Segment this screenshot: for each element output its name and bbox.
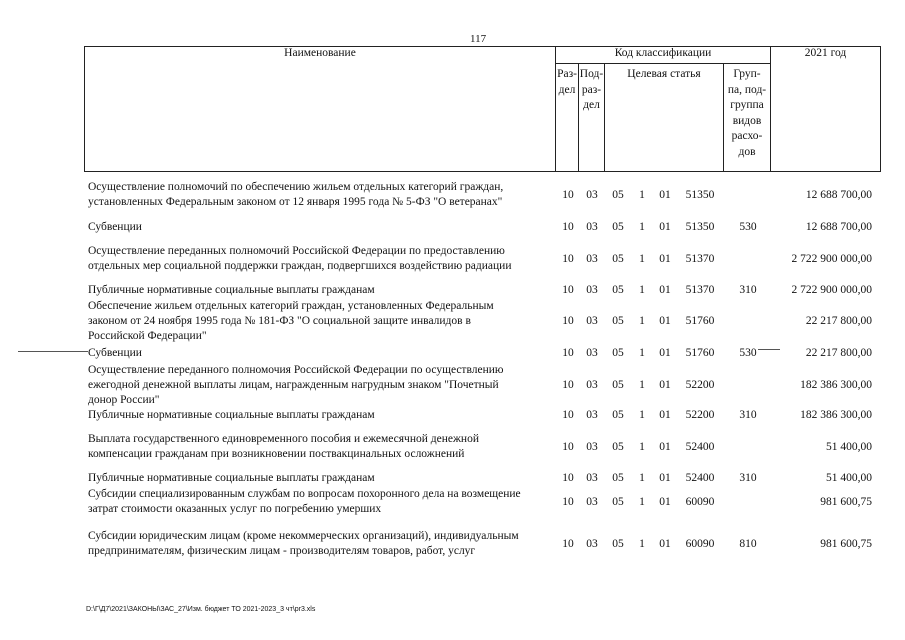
row-amount: 2 722 900 000,00 <box>791 252 872 265</box>
row-name <box>88 363 558 408</box>
row-name-line: отдельных мер социальной поддержки граждан, подвергшихся воздействию радиации <box>88 260 512 272</box>
row-name <box>88 432 558 462</box>
row-code-p: 03 <box>586 379 598 391</box>
row-code-t3: 01 <box>659 379 671 391</box>
row-code-t2: 1 <box>639 537 645 550</box>
row-name-line: донор России" <box>88 394 160 406</box>
row-code-t4: 51370 <box>685 252 715 265</box>
row-amount: 12 688 700,00 <box>805 188 872 201</box>
row-code-t1: 05 <box>612 221 624 233</box>
row-code-t3: 01 <box>659 495 671 508</box>
row-code-t3: 01 <box>659 221 671 233</box>
row-name-line: Выплата государственного единовременного пособия и ежемесячной денежной <box>88 433 479 445</box>
row-code-g: 310 <box>739 472 757 484</box>
row-code-t2: 1 <box>639 252 645 265</box>
header-podrazdel: Под- раз- дел <box>579 64 605 172</box>
row-code-t2: 1 <box>639 440 645 453</box>
row-code-t2: 1 <box>639 409 645 421</box>
row-code-g: 310 <box>739 284 757 296</box>
header-group: Груп- па, под- группа видов расхо- дов <box>724 64 771 172</box>
row-code-r: 10 <box>562 537 574 550</box>
header-razdel: Раз- дел <box>556 64 579 172</box>
row-code-p: 03 <box>586 315 598 327</box>
row-name-line: затрат стоимости оказанных услуг по погребению умерших <box>88 503 382 515</box>
row-code-t2: 1 <box>639 347 645 359</box>
row-code-t4: 52400 <box>685 472 715 484</box>
row-code-r: 10 <box>562 440 574 453</box>
row-code-t4: 51760 <box>685 347 715 359</box>
row-code-g: 310 <box>739 409 757 421</box>
row-code-t2: 1 <box>639 284 645 296</box>
page-number: 117 <box>470 33 487 45</box>
row-code-t4: 52200 <box>685 379 715 391</box>
row-code-t1: 05 <box>612 347 624 359</box>
row-code-t1: 05 <box>612 409 624 421</box>
row-code-t4: 52400 <box>685 440 715 453</box>
row-code-t3: 01 <box>659 472 671 484</box>
row-code-r: 10 <box>562 188 574 201</box>
row-code-t2: 1 <box>639 315 645 327</box>
row-code-g: 530 <box>739 347 757 359</box>
row-code-p: 03 <box>586 440 598 453</box>
scan-artifact-line <box>18 351 88 352</box>
row-amount: 51 400,00 <box>826 440 872 453</box>
row-code-p: 03 <box>586 472 598 484</box>
row-code-t1: 05 <box>612 252 624 265</box>
row-code-t4: 52200 <box>685 409 715 421</box>
header-name: Наименование <box>85 47 556 172</box>
scan-artifact-line <box>758 349 780 350</box>
row-code-r: 10 <box>562 315 574 327</box>
row-code-p: 03 <box>586 284 598 296</box>
row-code-r: 10 <box>562 495 574 508</box>
row-amount: 22 217 800,00 <box>805 315 872 327</box>
row-code-t1: 05 <box>612 284 624 296</box>
row-code-t3: 01 <box>659 409 671 421</box>
row-code-t3: 01 <box>659 188 671 201</box>
row-code-t4: 51350 <box>685 188 715 201</box>
row-name-line: Субвенции <box>88 347 142 359</box>
row-code-t3: 01 <box>659 284 671 296</box>
row-name <box>88 471 558 486</box>
row-code-p: 03 <box>586 537 598 550</box>
row-name-line: Субвенции <box>88 221 142 233</box>
row-name <box>88 180 558 210</box>
row-code-t4: 60090 <box>685 495 715 508</box>
row-name-line: законом от 24 ноября 1995 года № 181-ФЗ "О социальной защите инвалидов в <box>88 315 471 327</box>
row-code-r: 10 <box>562 379 574 391</box>
row-amount: 981 600,75 <box>820 495 872 508</box>
row-name <box>88 220 558 235</box>
row-code-p: 03 <box>586 221 598 233</box>
row-name-line: ежегодной денежной выплаты лицам, награжденным нагрудным знаком "Почетный <box>88 379 499 391</box>
row-name-line: Публичные нормативные социальные выплаты гражданам <box>88 284 375 296</box>
row-code-t3: 01 <box>659 315 671 327</box>
row-amount: 22 217 800,00 <box>805 347 872 359</box>
row-code-r: 10 <box>562 347 574 359</box>
row-name-line: предпринимателям, физическим лицам - производителям товаров, работ, услуг <box>88 545 476 557</box>
row-code-t2: 1 <box>639 379 645 391</box>
row-code-t3: 01 <box>659 347 671 359</box>
row-code-t4: 51350 <box>685 221 715 233</box>
row-name-line: Субсидии специализированным службам по вопросам похоронного дела на возмещение <box>88 488 521 500</box>
row-code-t1: 05 <box>612 472 624 484</box>
file-path-footer: D:\Г\Д7\2021\ЗАКОНЫ\ЗАС_27\Изм. бюджет ТО 2021-2023_3 чт\pr3.xls <box>86 606 316 613</box>
row-name <box>88 408 558 423</box>
row-code-t1: 05 <box>612 440 624 453</box>
row-code-t4: 60090 <box>685 537 715 550</box>
row-amount: 182 386 300,00 <box>800 379 872 391</box>
row-code-r: 10 <box>562 221 574 233</box>
row-code-t4: 51760 <box>685 315 715 327</box>
row-code-t1: 05 <box>612 315 624 327</box>
row-code-t2: 1 <box>639 472 645 484</box>
row-name-line: Осуществление переданных полномочий Российской Федерации по предоставлению <box>88 245 505 257</box>
row-code-t2: 1 <box>639 495 645 508</box>
row-code-t3: 01 <box>659 252 671 265</box>
row-name <box>88 244 558 274</box>
row-code-p: 03 <box>586 347 598 359</box>
row-code-t1: 05 <box>612 379 624 391</box>
row-name <box>88 529 558 559</box>
row-code-r: 10 <box>562 284 574 296</box>
row-code-p: 03 <box>586 495 598 508</box>
row-code-r: 10 <box>562 472 574 484</box>
row-code-t3: 01 <box>659 440 671 453</box>
row-code-p: 03 <box>586 252 598 265</box>
header-year: 2021 год <box>771 47 881 172</box>
row-code-g: 530 <box>739 221 757 233</box>
row-code-t3: 01 <box>659 537 671 550</box>
row-amount: 182 386 300,00 <box>800 409 872 421</box>
row-code-t2: 1 <box>639 221 645 233</box>
row-name-line: Обеспечение жильем отдельных категорий граждан, установленных Федеральным <box>88 300 494 312</box>
row-code-t1: 05 <box>612 537 624 550</box>
row-name-line: Осуществление переданного полномочия Российской Федерации по осуществлению <box>88 364 504 376</box>
row-name-line: компенсации гражданам при возникновении поствакцинальных осложнений <box>88 448 465 460</box>
header-target: Целевая статья <box>605 64 724 172</box>
row-code-g: 810 <box>739 537 757 550</box>
row-name-line: установленных Федеральным законом от 12 января 1995 года № 5-ФЗ "О ветеранах" <box>88 196 503 208</box>
row-code-t1: 05 <box>612 188 624 201</box>
row-code-p: 03 <box>586 188 598 201</box>
row-code-r: 10 <box>562 252 574 265</box>
row-amount: 51 400,00 <box>826 472 872 484</box>
row-name <box>88 487 558 517</box>
row-code-r: 10 <box>562 409 574 421</box>
row-code-t2: 1 <box>639 188 645 201</box>
row-amount: 2 722 900 000,00 <box>791 284 872 296</box>
row-name-line: Публичные нормативные социальные выплаты гражданам <box>88 472 375 484</box>
row-name <box>88 283 558 298</box>
row-name-line: Осуществление полномочий по обеспечению жильем отдельных категорий граждан, <box>88 181 504 193</box>
row-name-line: Субсидии юридическим лицам (кроме некоммерческих организаций), индивидуальным <box>88 530 519 542</box>
row-code-p: 03 <box>586 409 598 421</box>
row-amount: 981 600,75 <box>820 537 872 550</box>
header-code: Код классификации <box>556 47 771 64</box>
row-amount: 12 688 700,00 <box>805 221 872 233</box>
row-name-line: Публичные нормативные социальные выплаты гражданам <box>88 409 375 421</box>
row-name-line: Российской Федерации" <box>88 330 207 342</box>
row-code-t4: 51370 <box>685 284 715 296</box>
row-code-t1: 05 <box>612 495 624 508</box>
row-name <box>88 299 558 344</box>
row-name <box>88 346 558 361</box>
